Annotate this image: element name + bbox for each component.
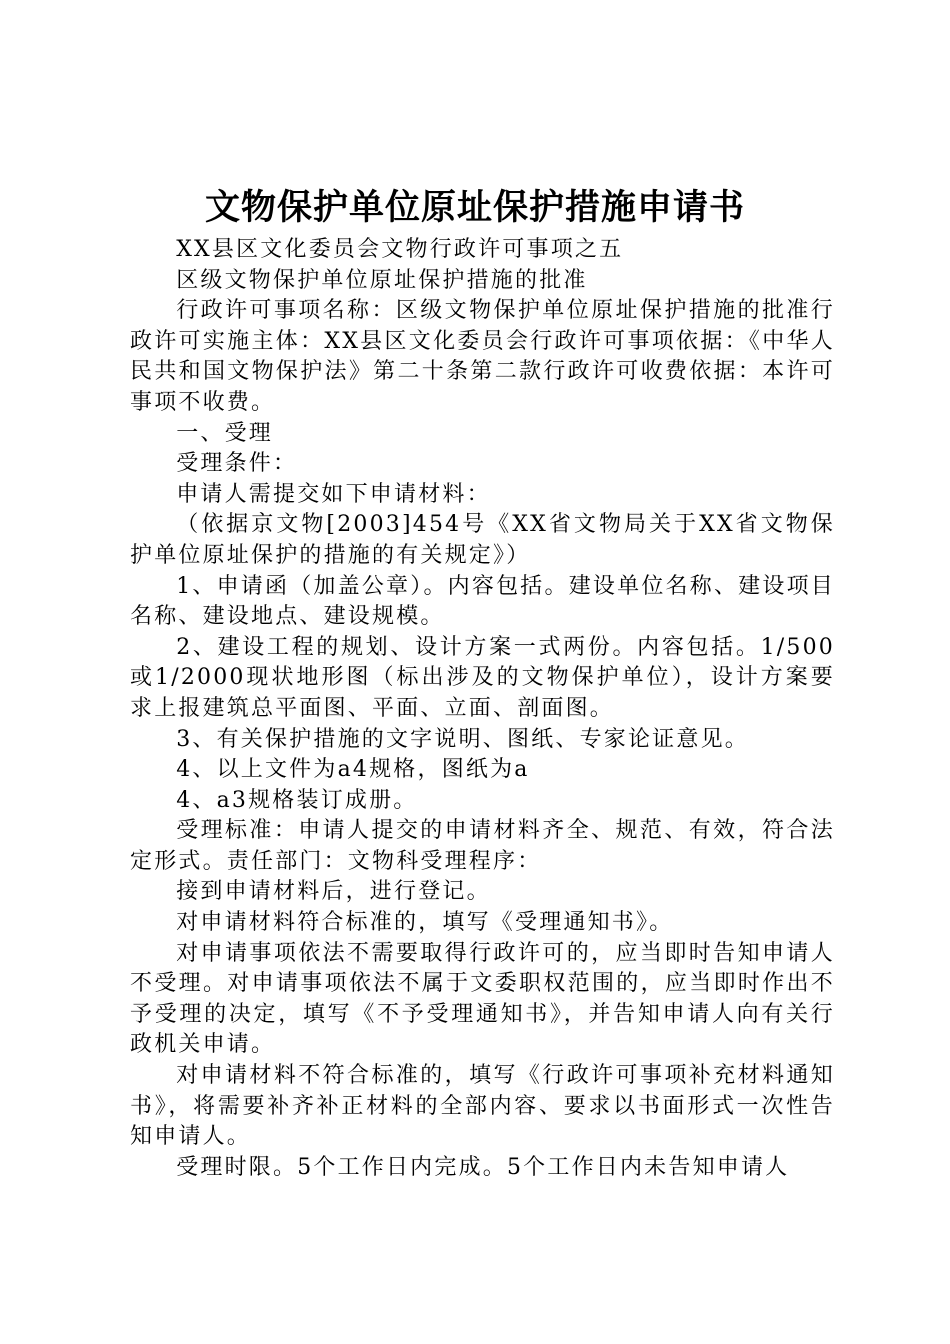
paragraph-2: 区级文物保护单位原址保护措施的批准: [176, 267, 588, 293]
document-title: 文物保护单位原址保护措施申请书: [204, 187, 745, 228]
paragraph-11: 4、以上文件为a4规格，图纸为a: [176, 757, 530, 783]
paragraph-17: 对申请材料不符合标准的，填写《行政许可事项补充材料通知书》，将需要补齐补正材料的全部内容、要求以书面形式一次性告知申请人。: [130, 1063, 835, 1150]
paragraph-4: 一、受理: [176, 420, 273, 446]
paragraph-9: 2、建设工程的规划、设计方案一式两份。内容包括。1/500或1/2000现状地形图（标出涉及的文物保护单位），设计方案要求上报建筑总平面图、平面、立面、剖面图。: [130, 634, 835, 721]
paragraph-8: 1、申请函（加盖公章）。内容包括。建设单位名称、建设项目名称、建设地点、建设规模。: [130, 573, 835, 630]
paragraph-3: 行政许可事项名称：区级文物保护单位原址保护措施的批准行政许可实施主体：XX县区文化委员会行政许可事项依据：《中华人民共和国文物保护法》第二十条第二款行政许可收费依据：本许可事项不收费。: [130, 298, 835, 415]
paragraph-5: 受理条件：: [176, 451, 298, 477]
paragraph-15: 对申请材料符合标准的，填写《受理通知书》。: [176, 910, 674, 936]
paragraph-6: 申请人需提交如下申请材料：: [176, 481, 491, 507]
document-body: [130, 235, 835, 1183]
paragraph-13: 受理标准：申请人提交的申请材料齐全、规范、有效，符合法定形式。责任部门：文物科受理程序：: [130, 818, 835, 874]
paragraph-18: 受理时限。5个工作日内完成。5个工作日内未告知申请人: [176, 1154, 790, 1180]
paragraph-7: （依据京文物[2003]454号《XX省文物局关于XX省文物保护单位原址保护的措施的有关规定》）: [130, 512, 835, 568]
paragraph-1: XX县区文化委员会文物行政许可事项之五: [176, 237, 624, 262]
paragraph-10: 3、有关保护措施的文字说明、图纸、专家论证意见。: [176, 726, 749, 752]
paragraph-14: 接到申请材料后，进行登记。: [176, 879, 491, 905]
paragraph-12: 4、a3规格装订成册。: [176, 787, 418, 813]
paragraph-16: 对申请事项依法不需要取得行政许可的，应当即时告知申请人不受理。对申请事项依法不属于文委职权范围的，应当即时作出不予受理的决定，填写《不予受理通知书》，并告知申请人向有关行政机关申请。: [130, 940, 835, 1058]
